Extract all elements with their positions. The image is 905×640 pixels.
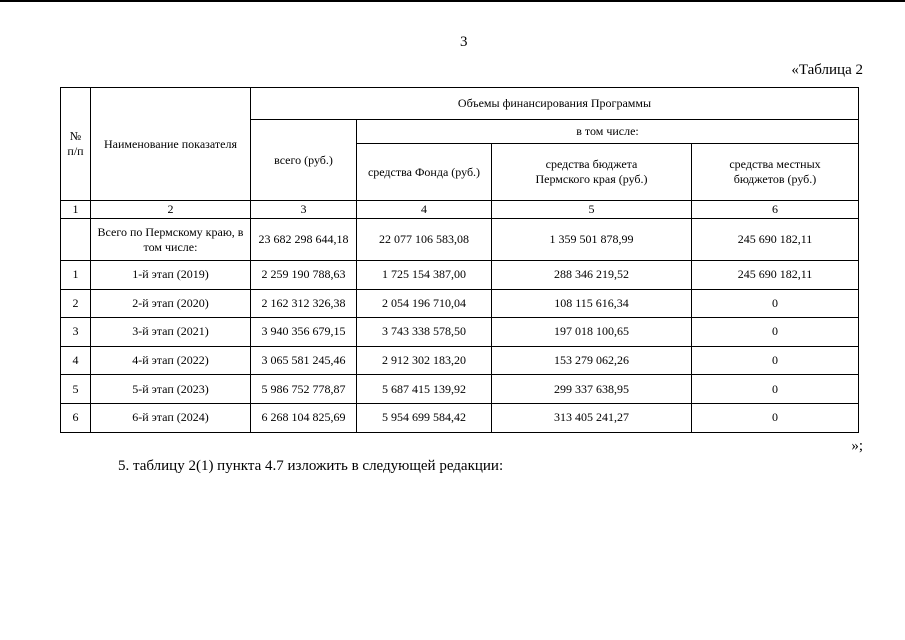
row-num-cell: 4 <box>61 346 91 375</box>
row-total-cell: 2 259 190 788,63 <box>251 261 357 290</box>
row-regional-cell: 299 337 638,95 <box>492 375 692 404</box>
total-row-name: Всего по Пермскому краю, в том числе: <box>91 219 251 261</box>
row-fund-cell: 2 912 302 183,20 <box>357 346 492 375</box>
row-name-cell: 6-й этап (2024) <box>91 403 251 432</box>
row-name-cell: 3-й этап (2021) <box>91 318 251 347</box>
header-row-1 <box>61 88 859 120</box>
row-local-cell: 0 <box>692 403 859 432</box>
closing-quote: »; <box>851 438 863 454</box>
row-local-cell: 245 690 182,11 <box>692 261 859 290</box>
row-name-cell: 1-й этап (2019) <box>91 261 251 290</box>
financing-table <box>60 87 859 433</box>
row-fund-cell: 5 687 415 139,92 <box>357 375 492 404</box>
row-regional-cell: 313 405 241,27 <box>492 403 692 432</box>
column-number: 4 <box>357 201 492 219</box>
header-fund: средства Фонда (руб.) <box>357 144 492 201</box>
row-num-cell: 3 <box>61 318 91 347</box>
page-number: 3 <box>460 34 468 50</box>
row-num-cell: 6 <box>61 403 91 432</box>
row-total-cell: 6 268 104 825,69 <box>251 403 357 432</box>
row-num-cell: 1 <box>61 261 91 290</box>
row-fund-cell: 1 725 154 387,00 <box>357 261 492 290</box>
total-row-local: 245 690 182,11 <box>692 219 859 261</box>
row-local-cell: 0 <box>692 289 859 318</box>
header-local: средства местных бюджетов (руб.) <box>692 144 859 201</box>
row-num-cell: 5 <box>61 375 91 404</box>
total-row-num <box>61 219 91 261</box>
table-row <box>61 403 859 432</box>
page-top-rule <box>0 0 905 2</box>
row-fund-cell: 5 954 699 584,42 <box>357 403 492 432</box>
row-num-cell: 2 <box>61 289 91 318</box>
row-name-cell: 5-й этап (2023) <box>91 375 251 404</box>
row-regional-cell: 108 115 616,34 <box>492 289 692 318</box>
table-caption: «Таблица 2 <box>791 62 863 78</box>
row-regional-cell: 288 346 219,52 <box>492 261 692 290</box>
row-total-cell: 3 065 581 245,46 <box>251 346 357 375</box>
row-total-cell: 3 940 356 679,15 <box>251 318 357 347</box>
column-number: 5 <box>492 201 692 219</box>
row-regional-cell: 197 018 100,65 <box>492 318 692 347</box>
row-local-cell: 0 <box>692 318 859 347</box>
total-row-total: 23 682 298 644,18 <box>251 219 357 261</box>
row-total-cell: 2 162 312 326,38 <box>251 289 357 318</box>
total-row-fund: 22 077 106 583,08 <box>357 219 492 261</box>
table-row <box>61 261 859 290</box>
total-row-regional: 1 359 501 878,99 <box>492 219 692 261</box>
table-row <box>61 318 859 347</box>
row-fund-cell: 3 743 338 578,50 <box>357 318 492 347</box>
header-total: всего (руб.) <box>251 120 357 201</box>
row-local-cell: 0 <box>692 346 859 375</box>
header-regional: средства бюджета Пермского края (руб.) <box>492 144 692 201</box>
header-volumes: Объемы финансирования Программы <box>251 88 859 120</box>
total-row <box>61 219 859 261</box>
column-number-row <box>61 201 859 219</box>
instruction-paragraph: 5. таблицу 2(1) пункта 4.7 изложить в следующей редакции: <box>118 458 504 474</box>
table-row <box>61 375 859 404</box>
row-name-cell: 4-й этап (2022) <box>91 346 251 375</box>
table-row <box>61 346 859 375</box>
table-row <box>61 289 859 318</box>
column-number: 3 <box>251 201 357 219</box>
row-fund-cell: 2 054 196 710,04 <box>357 289 492 318</box>
row-local-cell: 0 <box>692 375 859 404</box>
column-number: 2 <box>91 201 251 219</box>
column-number: 6 <box>692 201 859 219</box>
header-name: Наименование показателя <box>91 88 251 201</box>
column-number: 1 <box>61 201 91 219</box>
header-including: в том числе: <box>357 120 859 144</box>
row-name-cell: 2-й этап (2020) <box>91 289 251 318</box>
row-total-cell: 5 986 752 778,87 <box>251 375 357 404</box>
row-regional-cell: 153 279 062,26 <box>492 346 692 375</box>
header-num: № п/п <box>61 88 91 201</box>
